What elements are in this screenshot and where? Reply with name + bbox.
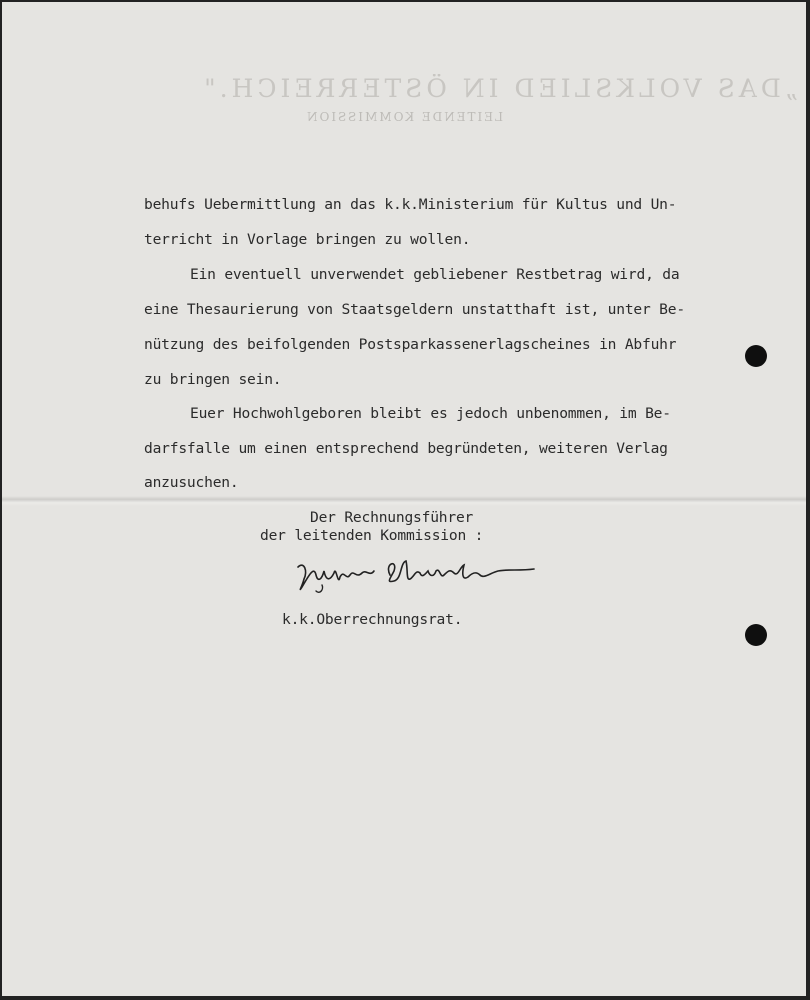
body-line-4: eine Thesaurierung von Staatsgeldern unstatthaft ist, unter Be- (144, 301, 685, 318)
body-line-7: Euer Hochwohlgeboren bleibt es jedoch unbenommen, im Be- (190, 405, 671, 422)
closing-role-line-2: der leitenden Kommission : (260, 527, 484, 544)
body-line-3: Ein eventuell unverwendet gebliebener Restbetrag wird, da (190, 266, 680, 283)
body-line-5: nützung des beifolgenden Postsparkassenerlagscheines in Abfuhr (144, 336, 677, 353)
paper-fold (2, 496, 806, 506)
closing-role-line-1: Der Rechnungsführer (310, 509, 474, 526)
body-line-1: behufs Uebermittlung an das k.k.Ministerium für Kultus und Un- (144, 196, 677, 213)
letterhead-subtitle: LEITENDE KOMMISSION (304, 110, 504, 124)
body-line-8: darfsfalle um einen entsprechend begründeten, weiteren Verlag (144, 440, 668, 457)
closing-title: k.k.Oberrechnungsrat. (282, 611, 463, 628)
punch-hole-lower (745, 624, 767, 646)
letter-page (2, 2, 806, 996)
body-line-9: anzusuchen. (144, 474, 239, 491)
body-line-6: zu bringen sein. (144, 371, 282, 388)
punch-hole-upper (745, 345, 767, 367)
body-line-2: terricht in Vorlage bringen zu wollen. (144, 231, 471, 248)
handwritten-signature (294, 557, 544, 597)
letterhead-title: „DAS VOLKSLIED IN ÖSTERREICH." (200, 74, 798, 103)
